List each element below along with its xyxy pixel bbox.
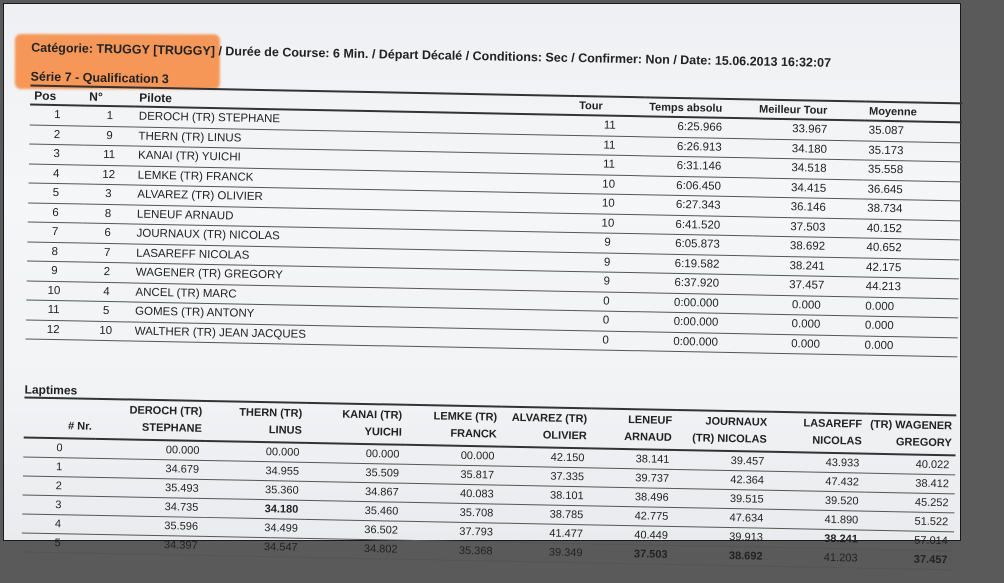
race-info-line: Catégorie: TRUGGY [TRUGGY] / Durée de Course: 6 Min. / Départ Décalé / Conditions: Sec / Confirmer: Non / Date: 15.06.2013 16:32:07 — [31, 40, 832, 70]
result-best: 38.241 — [752, 255, 862, 277]
lap-time: 35.493 — [95, 477, 205, 498]
lap-time: 41.203 — [768, 547, 863, 568]
lap-index: 5 — [21, 533, 93, 553]
lap-time: 34.679 — [95, 458, 205, 479]
lap-col-driver: LASAREFF NICOLAS — [771, 412, 867, 454]
lap-index: 4 — [22, 514, 94, 534]
result-temps: 6:05.873 — [642, 234, 752, 256]
result-nr: 2 — [82, 262, 132, 282]
result-best: 0.000 — [751, 294, 861, 316]
series-title: Série 7 - Qualification 3 — [30, 69, 169, 87]
lap-col-nr: # Nr. — [24, 397, 97, 438]
result-moy: 0.000 — [861, 297, 958, 318]
lap-time: 34.802 — [303, 538, 403, 559]
result-best: 0.000 — [750, 333, 860, 355]
lap-time: 34.499 — [204, 517, 304, 538]
lap-time: 35.509 — [305, 462, 405, 483]
result-tour: 10 — [573, 174, 643, 195]
lap-time: 38.692 — [673, 545, 768, 566]
lap-time: 34.180 — [204, 498, 304, 519]
result-temps: 6:31.146 — [644, 156, 754, 178]
result-pilote: LEMKE (TR) FRANCK — [134, 166, 574, 194]
col-nr: N° — [85, 87, 135, 107]
lap-time: 34.547 — [203, 536, 303, 557]
result-pos: 2 — [29, 125, 84, 146]
result-pos: 12 — [26, 319, 81, 340]
result-tour: 0 — [571, 291, 641, 312]
result-pilote: DEROCH (TR) STEPHANE — [135, 107, 575, 135]
result-moy: 42.175 — [862, 258, 959, 279]
result-pilote: ANCEL (TR) MARC — [131, 283, 571, 311]
lap-col-driver: ALVAREZ (TR) OLIVIER — [501, 407, 592, 449]
lap-col-driver: KANAI (TR) YUICHI — [306, 403, 407, 445]
lap-time: 38.412 — [865, 473, 955, 494]
lap-time: 42.150 — [500, 447, 590, 468]
lap-time: 47.432 — [770, 471, 865, 492]
result-moy: 44.213 — [862, 277, 959, 298]
result-temps: 6:37.920 — [642, 273, 752, 295]
lap-time: 39.520 — [769, 490, 864, 511]
lap-index: 0 — [23, 437, 95, 458]
result-temps: 6:25.966 — [645, 116, 755, 138]
result-pos: 1 — [30, 105, 85, 126]
lap-time: 35.460 — [304, 500, 404, 521]
lap-time: 45.252 — [864, 492, 954, 513]
result-pos: 9 — [27, 261, 82, 282]
result-temps: 6:41.520 — [643, 214, 753, 236]
lap-time: 38.496 — [589, 487, 674, 508]
lap-time: 34.955 — [205, 460, 305, 481]
result-pos: 11 — [26, 300, 81, 321]
laptimes-title: Laptimes — [24, 382, 78, 398]
lap-col-driver: THERN (TR) LINUS — [206, 401, 307, 443]
result-nr: 1 — [85, 106, 135, 127]
lap-col-driver: LEMKE (TR) FRANCK — [406, 405, 502, 447]
result-pilote: ALVAREZ (TR) OLIVIER — [133, 185, 573, 213]
result-nr: 9 — [84, 126, 134, 146]
result-pos: 7 — [27, 222, 82, 243]
result-tour: 9 — [572, 232, 642, 253]
result-pos: 10 — [26, 280, 81, 301]
photo-frame — [3, 3, 961, 567]
lap-time: 35.817 — [405, 464, 500, 485]
lap-time: 00.000 — [205, 441, 305, 462]
lap-time: 37.457 — [863, 549, 953, 570]
lap-time: 34.867 — [305, 481, 405, 502]
lap-time: 39.737 — [590, 468, 675, 489]
result-pilote: KANAI (TR) YUICHI — [134, 146, 574, 174]
result-temps: 0:00.000 — [641, 292, 751, 314]
col-best: Meilleur Tour — [755, 99, 865, 120]
lap-time: 38.785 — [499, 504, 589, 525]
result-temps: 6:27.343 — [643, 195, 753, 217]
result-pos: 6 — [28, 203, 83, 224]
result-tour: 9 — [572, 271, 642, 292]
lap-time: 40.083 — [405, 483, 500, 504]
lap-col-driver: JOURNAUX (TR) NICOLAS — [676, 410, 772, 452]
lap-time: 35.368 — [403, 540, 498, 561]
result-nr: 12 — [84, 165, 134, 185]
result-temps: 6:19.582 — [642, 253, 752, 275]
result-moy: 0.000 — [861, 316, 958, 337]
result-pilote: JOURNAUX (TR) NICOLAS — [132, 224, 572, 252]
result-nr: 7 — [82, 243, 132, 263]
results-sheet — [0, 4, 1004, 583]
result-moy: 35.558 — [864, 160, 961, 181]
result-moy: 36.645 — [863, 180, 960, 201]
result-nr: 8 — [83, 204, 133, 224]
results-table — [26, 85, 963, 358]
col-moyenne: Moyenne — [865, 102, 962, 123]
result-nr: 10 — [81, 321, 131, 341]
lap-time: 00.000 — [95, 439, 205, 461]
result-pos: 5 — [28, 183, 83, 204]
result-nr: 5 — [81, 301, 131, 321]
result-temps: 0:00.000 — [640, 331, 750, 353]
result-temps: 0:00.000 — [641, 312, 751, 334]
result-nr: 11 — [84, 145, 134, 165]
result-moy: 0.000 — [860, 336, 957, 357]
col-pilote: Pilote — [135, 88, 575, 115]
result-best: 33.967 — [755, 118, 865, 140]
lap-time: 36.502 — [304, 519, 404, 540]
lap-time: 41.477 — [499, 523, 589, 544]
lap-col-driver: LENEUF ARNAUD — [591, 408, 677, 450]
lap-time: 57.014 — [864, 530, 954, 551]
lap-time: 42.775 — [589, 506, 674, 527]
lap-time: 38.101 — [499, 485, 589, 506]
lap-time: 00.000 — [305, 443, 405, 464]
lap-time: 39.349 — [498, 542, 588, 563]
result-tour: 0 — [571, 310, 641, 331]
result-tour: 10 — [573, 193, 643, 214]
result-pos: 3 — [29, 144, 84, 165]
result-moy: 40.152 — [863, 219, 960, 240]
result-best: 0.000 — [751, 314, 861, 336]
result-tour: 9 — [572, 252, 642, 273]
lap-index: 3 — [22, 495, 94, 515]
result-tour: 0 — [570, 330, 640, 351]
result-nr: 6 — [82, 223, 132, 243]
result-pilote: GOMES (TR) ANTONY — [131, 302, 571, 330]
lap-index: 2 — [23, 476, 95, 496]
lap-time: 41.890 — [769, 509, 864, 530]
lap-col-driver: (TR) WAGENER GREGORY — [866, 414, 957, 456]
result-best: 37.503 — [753, 216, 863, 238]
lap-index: 1 — [23, 457, 95, 477]
result-best: 37.457 — [752, 275, 862, 297]
result-tour: 11 — [574, 154, 644, 175]
result-best: 36.146 — [753, 197, 863, 219]
result-best: 34.180 — [754, 138, 864, 160]
lap-time: 34.735 — [94, 496, 204, 517]
col-tour: Tour — [575, 96, 645, 116]
result-temps: 6:26.913 — [644, 136, 754, 158]
lap-time: 40.449 — [589, 525, 674, 546]
lap-col-driver: DEROCH (TR) STEPHANE — [96, 399, 207, 441]
result-tour: 11 — [574, 135, 644, 156]
result-temps: 6:06.450 — [643, 175, 753, 197]
result-moy: 35.173 — [864, 141, 961, 162]
result-pilote: LASAREFF NICOLAS — [132, 244, 572, 272]
lap-time: 00.000 — [405, 445, 500, 466]
result-nr: 3 — [83, 184, 133, 204]
lap-time: 35.360 — [205, 479, 305, 500]
result-tour: 10 — [573, 213, 643, 234]
lap-time: 51.522 — [864, 511, 954, 532]
result-moy: 35.087 — [865, 121, 962, 143]
result-pilote: LENEUF ARNAUD — [133, 205, 573, 233]
lap-time: 43.933 — [770, 452, 865, 473]
result-pos: 4 — [29, 164, 84, 185]
laptimes-table — [21, 396, 956, 570]
lap-time: 37.503 — [588, 544, 673, 565]
result-nr: 4 — [81, 282, 131, 302]
lap-time: 38.141 — [590, 448, 675, 469]
lap-time: 37.793 — [404, 521, 499, 542]
result-pilote: WALTHER (TR) JEAN JACQUES — [131, 321, 571, 349]
lap-time: 39.913 — [674, 526, 769, 547]
lap-time: 37.335 — [500, 466, 590, 487]
lap-time: 35.708 — [404, 502, 499, 523]
lap-time: 42.364 — [675, 469, 770, 490]
lap-time: 39.457 — [675, 450, 770, 471]
result-pilote: WAGENER (TR) GREGORY — [132, 263, 572, 291]
result-pos: 8 — [27, 241, 82, 262]
col-pos: Pos — [30, 86, 85, 106]
result-moy: 40.652 — [862, 238, 959, 259]
lap-time: 35.596 — [94, 515, 204, 536]
result-tour: 11 — [575, 115, 645, 136]
lap-time: 34.397 — [93, 534, 203, 555]
lap-time: 47.634 — [674, 507, 769, 528]
result-pilote: THERN (TR) LINUS — [134, 127, 574, 155]
lap-time: 39.515 — [674, 488, 769, 509]
result-best: 34.518 — [754, 158, 864, 180]
lap-time: 38.241 — [769, 528, 864, 549]
col-temps: Temps absolu — [645, 97, 755, 118]
result-best: 38.692 — [752, 236, 862, 258]
result-best: 34.415 — [753, 177, 863, 199]
result-moy: 38.734 — [863, 199, 960, 220]
lap-time: 40.022 — [865, 454, 955, 475]
